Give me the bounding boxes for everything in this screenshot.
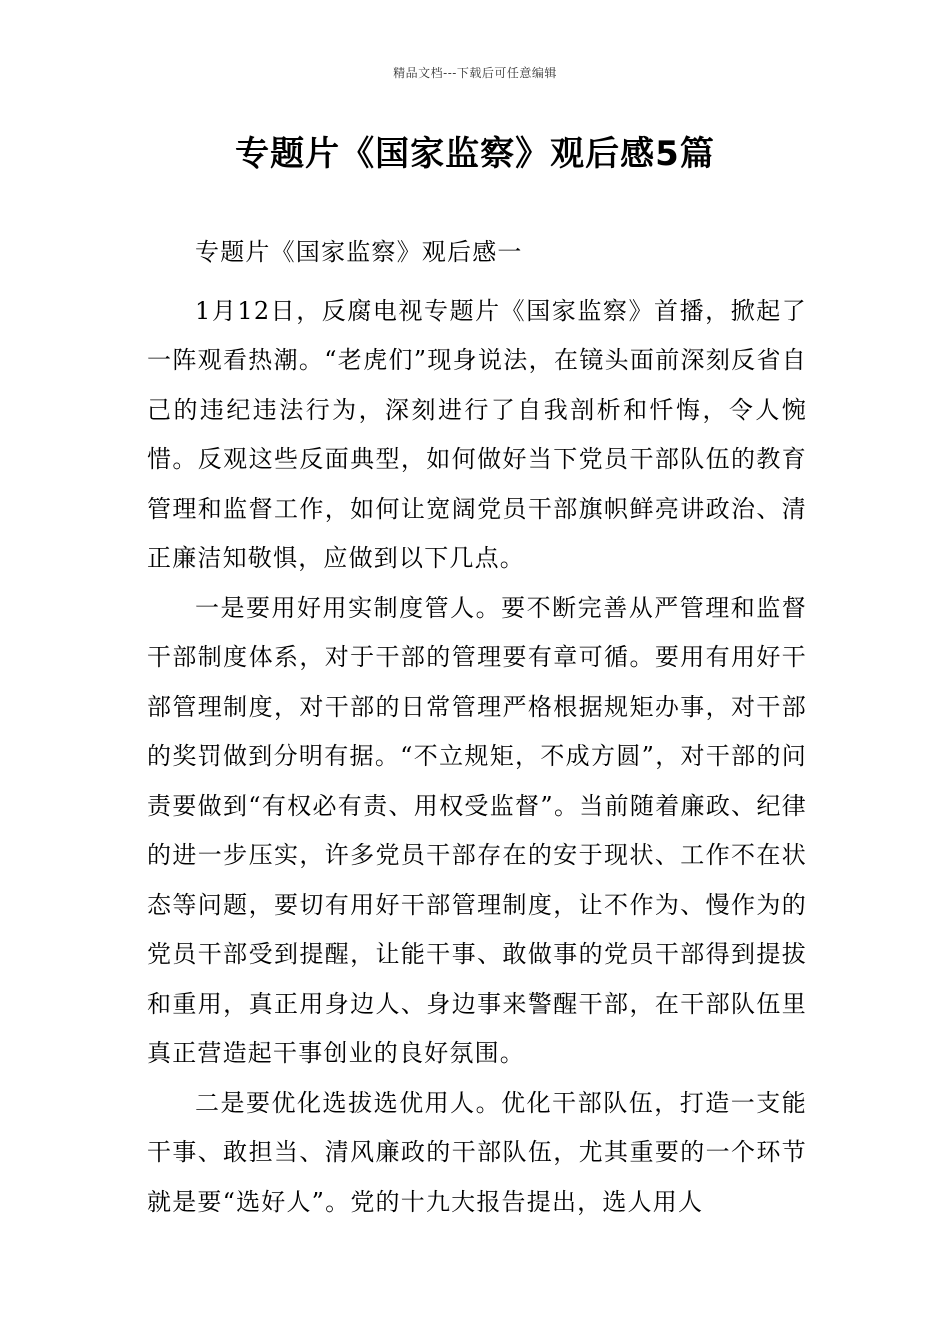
- paragraph-3: 二是要优化选拔选优用人。优化干部队伍，打造一支能干事、敢担当、清风廉政的干部队伍，尤其重要的一个环节就是要“选好人”。党的十九大报告提出，选人用人: [147, 1088, 807, 1216]
- paragraph-1: 1月12日，反腐电视专题片《国家监察》首播，掀起了一阵观看热潮。“老虎们”现身说法，在镜头面前深刻反省自己的违纪违法行为，深刻进行了自我剖析和忏悔，令人惋惜。反观这些反面典型，如何做好当下党员干部队伍的教育管理和监督工作，如何让宽阔党员干部旗帜鲜亮讲政治、清正廉洁知敬惧，应做到以下几点。: [147, 296, 807, 572]
- section-title: 专题片《国家监察》观后感一: [195, 238, 523, 266]
- header-note: 精品文档---下载后可任意编辑: [393, 66, 557, 80]
- document-title: 专题片《国家监察》观后感5篇: [235, 134, 715, 174]
- document-body: [147, 228, 807, 1227]
- paragraph-2: 一是要用好用实制度管人。要不断完善从严管理和监督干部制度体系，对于干部的管理要有章可循。要用有用好干部管理制度，对干部的日常管理严格根据规矩办事，对干部的奖罚做到分明有据。“不立规矩，不成方圆”，对干部的问责要做到“有权必有责、用权受监督”。当前随着廉政、纪律的进一步压实，许多党员干部存在的安于现状、工作不在状态等问题，要切有用好干部管理制度，让不作为、慢作为的党员干部受到提醒，让能干事、敢做事的党员干部得到提拔和重用，真正用身边人、身边事来警醒干部，在干部队伍里真正营造起干事创业的良好氛围。: [147, 593, 807, 1067]
